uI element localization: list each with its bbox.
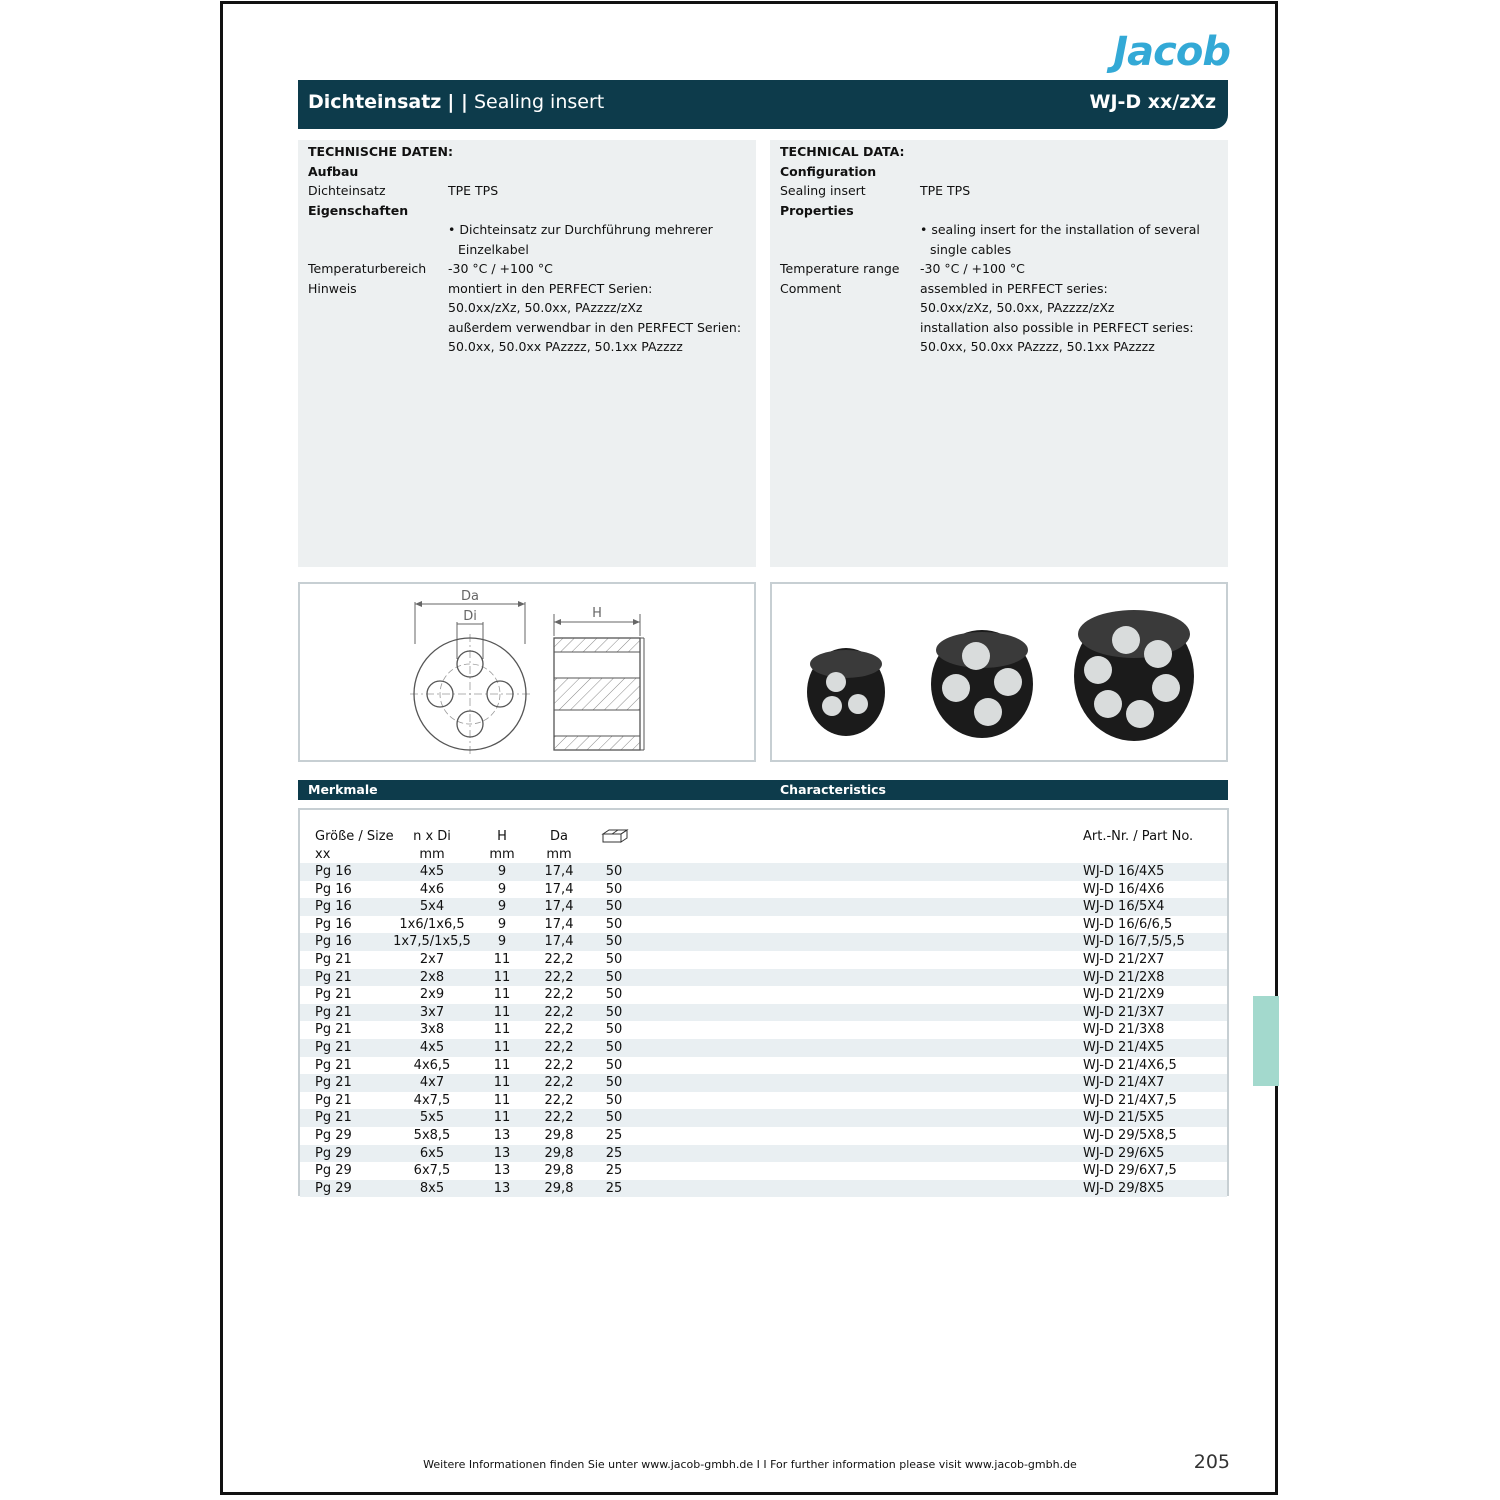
table-row [300, 933, 1227, 951]
cell-nxdi: 1x6/1x6,5 [399, 916, 465, 932]
cell-size: Pg 21 [315, 1075, 352, 1091]
cell-nxdi: 1x7,5/1x5,5 [393, 934, 471, 950]
label-da: Da [461, 589, 479, 604]
cell-nxdi: 8x5 [419, 1180, 445, 1196]
cell-part-no: WJ-D 16/4X6 [1083, 881, 1165, 897]
comment-line-en: 50.0xx, 50.0xx PAzzzz, 50.1xx PAzzzz [920, 339, 1155, 354]
header-da: Da [550, 829, 568, 844]
cell-pack-qty: 25 [605, 1163, 623, 1179]
comment-line-en: 50.0xx/zXz, 50.0xx, PAzzzz/zXz [920, 300, 1115, 315]
cell-da: 22,2 [544, 1022, 574, 1038]
cell-size: Pg 21 [315, 1057, 352, 1073]
cell-pack-qty: 50 [605, 987, 623, 1003]
table-row [300, 1039, 1227, 1057]
tech-panel-de [298, 140, 756, 567]
cell-pack-qty: 50 [605, 899, 623, 915]
cell-h: 11 [493, 1057, 511, 1073]
cell-da: 29,8 [544, 1128, 574, 1143]
cell-h: 9 [497, 864, 507, 879]
cell-pack-qty: 50 [605, 1004, 623, 1020]
table-row [300, 1145, 1227, 1163]
cell-nxdi: 3x7 [419, 1004, 445, 1020]
cell-h: 13 [493, 1180, 511, 1196]
cell-size: Pg 16 [315, 934, 352, 950]
table-row [300, 1074, 1227, 1092]
cell-part-no: WJ-D 21/2X7 [1083, 952, 1165, 967]
cell-size: Pg 21 [315, 1004, 352, 1020]
parts-table [298, 808, 1229, 1196]
cell-size: Pg 29 [315, 1128, 352, 1143]
cell-part-no: WJ-D 21/4X5 [1083, 1040, 1165, 1055]
cell-nxdi: 6x5 [419, 1145, 445, 1161]
cell-nxdi: 4x5 [419, 1040, 445, 1055]
section-eigenschaften: Eigenschaften [308, 202, 409, 218]
cell-h: 11 [493, 969, 511, 985]
cell-da: 22,2 [544, 969, 574, 985]
cell-da: 29,8 [544, 1145, 574, 1161]
table-row [300, 916, 1227, 934]
header-h: H [497, 829, 507, 844]
tech-panel-en [770, 140, 1228, 567]
cell-pack-qty: 50 [605, 1057, 623, 1073]
comment-line-de: 50.0xx/zXz, 50.0xx, PAzzzz/zXz [448, 300, 643, 315]
header-size: Größe / Size [315, 829, 394, 844]
cell-h: 13 [493, 1163, 511, 1179]
table-row [300, 1092, 1227, 1110]
cell-nxdi: 5x5 [419, 1110, 445, 1126]
cell-da: 17,4 [544, 934, 574, 950]
cell-pack-qty: 25 [605, 1145, 623, 1161]
cell-size: Pg 21 [315, 969, 352, 985]
cell-da: 17,4 [544, 916, 574, 932]
cell-h: 9 [497, 881, 507, 897]
cell-part-no: WJ-D 21/4X6,5 [1083, 1057, 1177, 1073]
cell-pack-qty: 50 [605, 969, 623, 985]
property-bullet-de-cont: Einzelkabel [458, 241, 529, 257]
table-row [300, 1057, 1227, 1075]
cell-nxdi: 4x6,5 [413, 1057, 451, 1073]
cell-h: 11 [493, 1040, 511, 1055]
cell-h: 11 [493, 952, 511, 967]
cell-size: Pg 21 [315, 987, 352, 1003]
table-row [300, 1127, 1227, 1145]
cell-h: 11 [493, 1075, 511, 1091]
cell-da: 22,2 [544, 1004, 574, 1020]
table-row [300, 1004, 1227, 1022]
cell-da: 22,2 [544, 1092, 574, 1108]
page-number: 205 [1193, 1451, 1230, 1473]
comment-line-en: installation also possible in PERFECT series: [920, 319, 1194, 335]
cell-nxdi: 5x8,5 [413, 1128, 451, 1143]
comment-line-en: assembled in PERFECT series: [920, 280, 1108, 296]
table-row [300, 986, 1227, 1004]
cell-pack-qty: 25 [605, 1180, 623, 1196]
label-comment-en: Comment [780, 280, 842, 296]
cell-pack-qty: 50 [605, 864, 623, 879]
cell-pack-qty: 50 [605, 1075, 623, 1091]
property-bullet-en-cont: single cables [930, 241, 1012, 257]
cell-part-no: WJ-D 21/2X8 [1083, 969, 1165, 985]
label-sealing-insert: Sealing insert [780, 183, 866, 198]
cell-h: 11 [493, 987, 511, 1003]
table-row [300, 969, 1227, 987]
header-size-unit: xx [315, 847, 331, 862]
cell-part-no: WJ-D 29/8X5 [1083, 1180, 1165, 1196]
value-material-en: TPE TPS [920, 183, 971, 198]
comment-line-de: montiert in den PERFECT Serien: [448, 280, 653, 296]
title-bar [298, 80, 1228, 129]
product-photo [770, 582, 1228, 762]
cell-h: 11 [493, 1022, 511, 1038]
property-bullet-de: • Dichteinsatz zur Durchführung mehrerer [448, 222, 713, 237]
cell-size: Pg 21 [315, 952, 352, 967]
cell-part-no: WJ-D 21/4X7 [1083, 1075, 1165, 1091]
cell-size: Pg 16 [315, 899, 352, 915]
table-row [300, 1162, 1227, 1180]
cell-part-no: WJ-D 21/2X9 [1083, 987, 1165, 1003]
header-nxdi-unit: mm [419, 847, 445, 862]
insert-medium [931, 630, 1033, 738]
cell-pack-qty: 50 [605, 1092, 623, 1108]
cell-size: Pg 29 [315, 1180, 352, 1196]
value-temperature-de: -30 °C / +100 °C [448, 261, 553, 276]
cell-h: 11 [493, 1092, 511, 1108]
cell-part-no: WJ-D 16/5X4 [1083, 899, 1165, 915]
cell-pack-qty: 50 [605, 1040, 623, 1055]
cell-pack-qty: 50 [605, 952, 623, 967]
cell-size: Pg 21 [315, 1110, 352, 1126]
photo-svg [772, 584, 1226, 760]
section-aufbau: Aufbau [308, 163, 359, 179]
insert-small [807, 648, 885, 736]
property-bullet-en: • sealing insert for the installation of several [920, 222, 1200, 237]
cell-part-no: WJ-D 21/3X7 [1083, 1004, 1165, 1020]
cell-pack-qty: 50 [605, 881, 623, 897]
cell-nxdi: 2x9 [419, 987, 445, 1003]
table-row [300, 1109, 1227, 1127]
cell-da: 22,2 [544, 1040, 574, 1055]
cell-part-no: WJ-D 29/5X8,5 [1083, 1128, 1177, 1143]
section-properties: Properties [780, 202, 854, 218]
cell-part-no: WJ-D 21/4X7,5 [1083, 1092, 1177, 1108]
cell-da: 29,8 [544, 1163, 574, 1179]
cell-size: Pg 21 [315, 1022, 352, 1038]
cell-da: 22,2 [544, 1057, 574, 1073]
label-h: H [592, 606, 602, 621]
cell-part-no: WJ-D 29/6X5 [1083, 1145, 1165, 1161]
comment-line-de: 50.0xx, 50.0xx PAzzzz, 50.1xx PAzzzz [448, 339, 683, 354]
title-separator: | | [447, 91, 468, 113]
cell-part-no: WJ-D 21/5X5 [1083, 1110, 1165, 1126]
table-row [300, 1021, 1227, 1039]
footer-text: Weitere Informationen finden Sie unter www.jacob-gmbh.de I I For further information please visit www.jacob-gmbh.de [423, 1458, 1077, 1471]
cell-size: Pg 21 [315, 1092, 352, 1108]
table-row [300, 898, 1227, 916]
cell-da: 22,2 [544, 952, 574, 967]
cell-part-no: WJ-D 16/4X5 [1083, 864, 1165, 879]
cell-pack-qty: 50 [605, 1110, 623, 1126]
label-di: Di [463, 609, 477, 624]
cell-h: 9 [497, 934, 507, 950]
cell-nxdi: 4x7,5 [413, 1092, 451, 1108]
label-temperature-de: Temperaturbereich [308, 261, 427, 276]
cell-size: Pg 16 [315, 864, 352, 879]
cell-nxdi: 2x7 [419, 952, 445, 967]
header-nxdi: n x Di [413, 829, 451, 844]
tech-heading-en: TECHNICAL DATA: [780, 144, 905, 159]
cell-size: Pg 29 [315, 1163, 352, 1179]
brand-logo: Jacob [1113, 29, 1230, 75]
cell-pack-qty: 25 [605, 1128, 623, 1143]
cell-nxdi: 6x7,5 [413, 1163, 451, 1179]
table-row [300, 863, 1227, 881]
cell-pack-qty: 50 [605, 916, 623, 932]
insert-large [1074, 610, 1194, 741]
side-tab-marker [1253, 996, 1279, 1086]
label-comment-de: Hinweis [308, 280, 357, 296]
cell-h: 9 [497, 916, 507, 932]
label-temperature-en: Temperature range [780, 261, 900, 276]
value-temperature-en: -30 °C / +100 °C [920, 261, 1025, 276]
tech-heading-de: TECHNISCHE DATEN: [308, 144, 453, 159]
cell-da: 17,4 [544, 881, 574, 897]
cell-h: 13 [493, 1145, 511, 1161]
cell-da: 17,4 [544, 864, 574, 879]
table-row [300, 881, 1227, 899]
drawing-svg [300, 584, 754, 760]
cell-size: Pg 16 [315, 881, 352, 897]
characteristics-bar [298, 780, 1228, 800]
title-de: Dichteinsatz [308, 91, 442, 113]
cell-da: 29,8 [544, 1180, 574, 1196]
section-configuration: Configuration [780, 163, 877, 179]
cell-size: Pg 21 [315, 1040, 352, 1055]
table-row [300, 1180, 1227, 1198]
cell-da: 22,2 [544, 1110, 574, 1126]
cell-part-no: WJ-D 21/3X8 [1083, 1022, 1165, 1038]
cell-part-no: WJ-D 29/6X7,5 [1083, 1163, 1177, 1179]
cell-part-no: WJ-D 16/7,5/5,5 [1083, 934, 1185, 950]
technical-drawing [298, 582, 756, 762]
cell-nxdi: 4x5 [419, 864, 445, 879]
product-code: WJ-D xx/zXz [1089, 91, 1216, 113]
cell-part-no: WJ-D 16/6/6,5 [1083, 916, 1173, 932]
value-material-de: TPE TPS [448, 183, 499, 198]
cell-da: 17,4 [544, 899, 574, 915]
cell-size: Pg 16 [315, 916, 352, 932]
cell-h: 13 [493, 1128, 511, 1143]
table-row [300, 951, 1227, 969]
comment-line-de: außerdem verwendbar in den PERFECT Serien: [448, 319, 742, 335]
header-h-unit: mm [489, 847, 515, 862]
cell-h: 9 [497, 899, 507, 915]
cell-da: 22,2 [544, 987, 574, 1003]
cell-h: 11 [493, 1004, 511, 1020]
cell-nxdi: 4x6 [419, 881, 445, 897]
cell-nxdi: 2x8 [419, 969, 445, 985]
box-icon [601, 828, 629, 844]
cell-size: Pg 29 [315, 1145, 352, 1161]
header-da-unit: mm [546, 847, 572, 862]
header-part-no: Art.-Nr. / Part No. [1083, 829, 1194, 844]
cell-pack-qty: 50 [605, 934, 623, 950]
cell-nxdi: 3x8 [419, 1022, 445, 1038]
cell-h: 11 [493, 1110, 511, 1126]
cell-nxdi: 5x4 [419, 899, 445, 915]
cell-nxdi: 4x7 [419, 1075, 445, 1091]
cell-da: 22,2 [544, 1075, 574, 1091]
merkmale-label: Merkmale [308, 782, 378, 797]
page-title [308, 91, 604, 113]
cell-pack-qty: 50 [605, 1022, 623, 1038]
title-en: Sealing insert [473, 91, 605, 113]
label-dichteinsatz: Dichteinsatz [308, 183, 386, 198]
characteristics-label: Characteristics [780, 782, 886, 797]
